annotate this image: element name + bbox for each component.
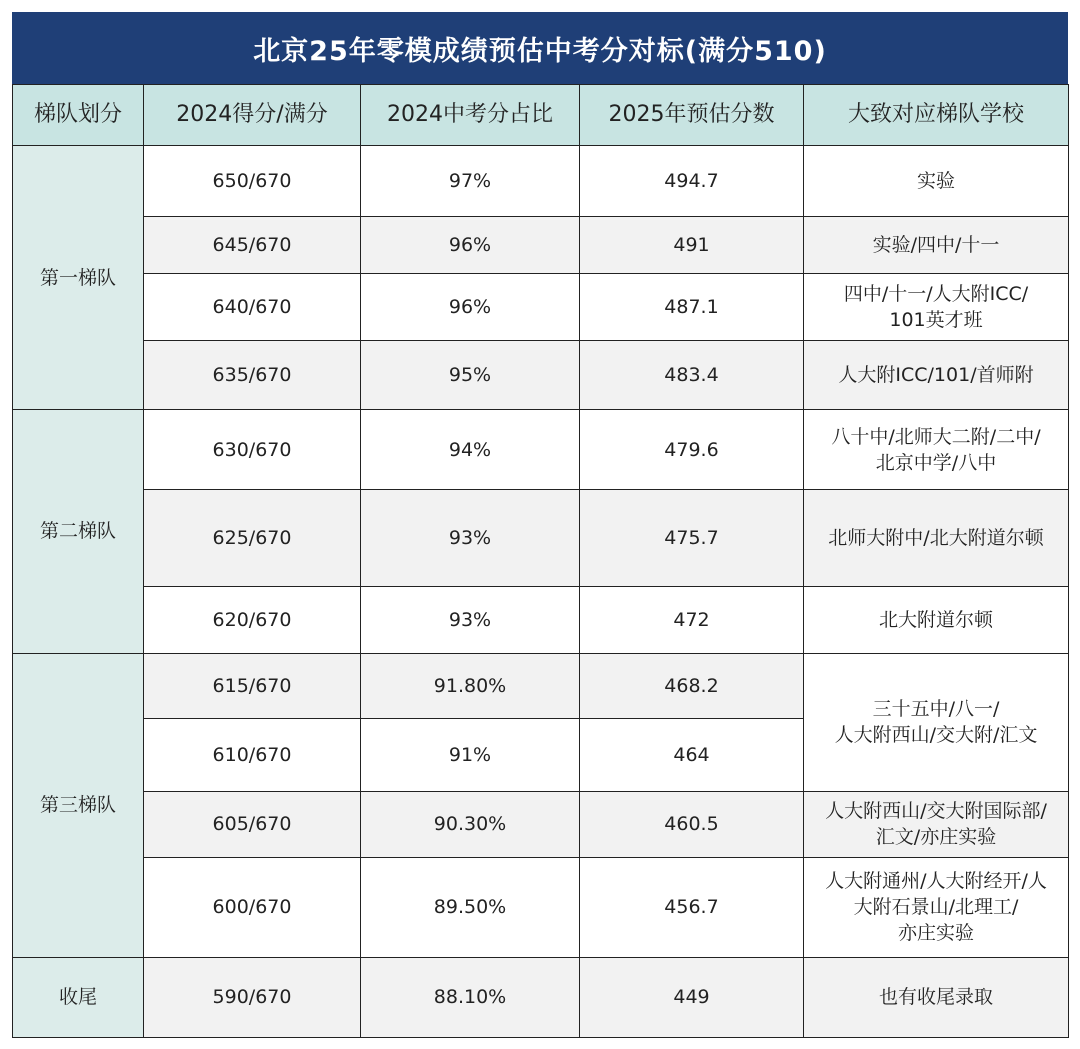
table-row xyxy=(13,410,1069,490)
school-cell: 人大附西山/交大附国际部/ 汇文/亦庄实验 xyxy=(804,791,1069,857)
score-cell: 635/670 xyxy=(144,341,361,410)
ratio-cell: 93% xyxy=(361,490,580,587)
ratio-cell: 90.30% xyxy=(361,791,580,857)
table-row xyxy=(13,791,1069,857)
estimate-cell: 479.6 xyxy=(580,410,804,490)
table-row xyxy=(13,146,1069,217)
ratio-cell: 93% xyxy=(361,587,580,653)
tier-cell: 第一梯队 xyxy=(13,146,144,410)
ratio-cell: 91.80% xyxy=(361,653,580,718)
table-row xyxy=(13,653,1069,718)
table-row xyxy=(13,274,1069,341)
estimate-cell: 460.5 xyxy=(580,791,804,857)
header-estimate: 2025年预估分数 xyxy=(580,85,804,146)
estimate-cell: 456.7 xyxy=(580,857,804,957)
ratio-cell: 89.50% xyxy=(361,857,580,957)
estimate-cell: 487.1 xyxy=(580,274,804,341)
school-cell: 三十五中/八一/ 人大附西山/交大附/汇文 xyxy=(804,653,1069,791)
header-school: 大致对应梯队学校 xyxy=(804,85,1069,146)
tier-cell: 第二梯队 xyxy=(13,410,144,653)
ratio-cell: 95% xyxy=(361,341,580,410)
estimate-cell: 472 xyxy=(580,587,804,653)
score-cell: 605/670 xyxy=(144,791,361,857)
table-row xyxy=(13,490,1069,587)
school-cell: 八十中/北师大二附/二中/ 北京中学/八中 xyxy=(804,410,1069,490)
score-cell: 645/670 xyxy=(144,217,361,274)
score-cell: 590/670 xyxy=(144,957,361,1037)
estimate-cell: 464 xyxy=(580,718,804,791)
school-cell: 也有收尾录取 xyxy=(804,957,1069,1037)
ratio-cell: 97% xyxy=(361,146,580,217)
ratio-cell: 88.10% xyxy=(361,957,580,1037)
ratio-cell: 94% xyxy=(361,410,580,490)
table-header-row xyxy=(13,85,1069,146)
school-cell: 实验/四中/十一 xyxy=(804,217,1069,274)
header-ratio: 2024中考分占比 xyxy=(361,85,580,146)
score-cell: 630/670 xyxy=(144,410,361,490)
estimate-cell: 475.7 xyxy=(580,490,804,587)
score-cell: 615/670 xyxy=(144,653,361,718)
table-row xyxy=(13,857,1069,957)
ratio-cell: 91% xyxy=(361,718,580,791)
school-cell: 实验 xyxy=(804,146,1069,217)
score-cell: 640/670 xyxy=(144,274,361,341)
table-row xyxy=(13,217,1069,274)
estimate-cell: 491 xyxy=(580,217,804,274)
estimate-cell: 449 xyxy=(580,957,804,1037)
page-title: 北京25年零模成绩预估中考分对标(满分510) xyxy=(12,12,1068,84)
ratio-cell: 96% xyxy=(361,217,580,274)
table-row xyxy=(13,957,1069,1037)
tier-cell: 收尾 xyxy=(13,957,144,1037)
school-cell: 北师大附中/北大附道尔顿 xyxy=(804,490,1069,587)
estimate-cell: 494.7 xyxy=(580,146,804,217)
school-cell: 人大附通州/人大附经开/人 大附石景山/北理工/ 亦庄实验 xyxy=(804,857,1069,957)
school-cell: 北大附道尔顿 xyxy=(804,587,1069,653)
score-cell: 610/670 xyxy=(144,718,361,791)
score-table xyxy=(12,84,1069,1038)
score-cell: 600/670 xyxy=(144,857,361,957)
score-cell: 650/670 xyxy=(144,146,361,217)
estimate-cell: 468.2 xyxy=(580,653,804,718)
ratio-cell: 96% xyxy=(361,274,580,341)
tier-cell: 第三梯队 xyxy=(13,653,144,957)
score-cell: 620/670 xyxy=(144,587,361,653)
score-cell: 625/670 xyxy=(144,490,361,587)
header-tier: 梯队划分 xyxy=(13,85,144,146)
header-score: 2024得分/满分 xyxy=(144,85,361,146)
table-row xyxy=(13,587,1069,653)
school-cell: 四中/十一/人大附ICC/ 101英才班 xyxy=(804,274,1069,341)
table-row xyxy=(13,341,1069,410)
estimate-cell: 483.4 xyxy=(580,341,804,410)
school-cell: 人大附ICC/101/首师附 xyxy=(804,341,1069,410)
